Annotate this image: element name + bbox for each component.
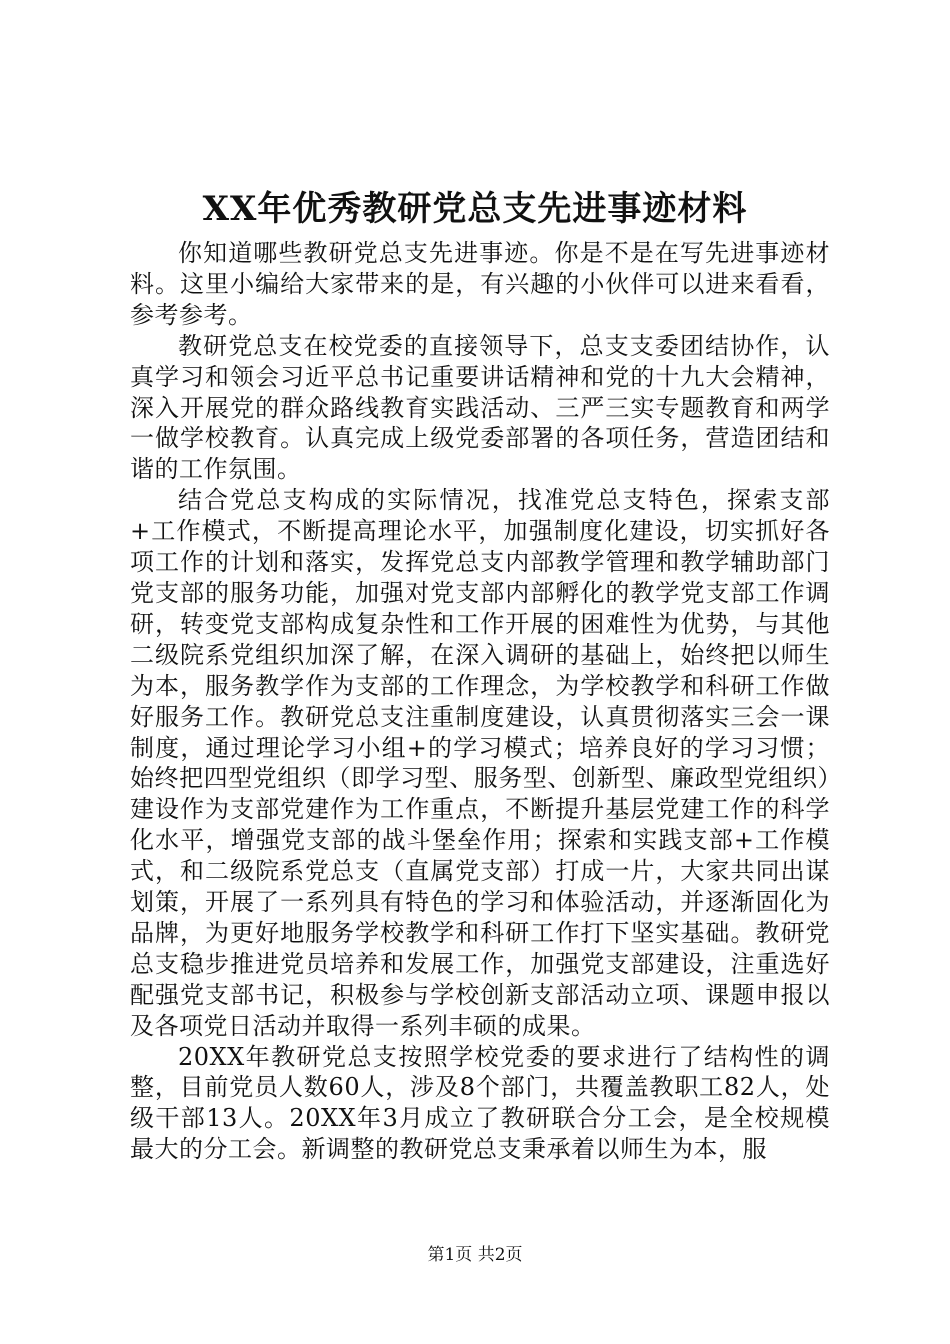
paragraph-work-model: 结合党总支构成的实际情况，找准党总支特色，探索支部+工作模式，不断提高理论水平，加强制度化建设，切实抓好各项工作的计划和落实，发挥党总支内部教学管理和教学辅助部门党支部的服务功能，加强对党支部内部孵化的教学党支部工作调研，转变党支部构成复杂性和工作开展的困难性为优势，与其他二级院系党组织加深了解，在深入调研的基础上，始终把以师生为本，服务教学作为支部的工作理念，为学校教学和科研工作做好服务工作。教研党总支注重制度建设，认真贯彻落实三会一课制度，通过理论学习小组+的学习模式；培养良好的学习习惯；始终把四型党组织（即学习型、服务型、创新型、廉政型党组织）建设作为支部党建作为工作重点，不断提升基层党建工作的科学化水平，增强党支部的战斗堡垒作用；探索和实践支部+工作模式，和二级院系党总支（直属党支部）打成一片，大家共同出谋划策，开展了一系列具有特色的学习和体验活动，并逐渐固化为品牌，为更好地服务学校教学和科研工作打下坚实基础。教研党总支稳步推进党员培养和发展工作，加强党支部建设，注重选好配强党支部书记，积极参与学校创新支部活动立项、课题申报以及各项党日活动并取得一系列丰硕的成果。	[130, 486, 830, 1040]
paragraph-intro: 你知道哪些教研党总支先进事迹。你是不是在写先进事迹材料。这里小编给大家带来的是，有兴趣的小伙伴可以进来看看，参考参考。	[130, 239, 830, 329]
paragraph-restructure: 20XX年教研党总支按照学校党委的要求进行了结构性的调整，目前党员人数60人，涉及8个部门，共覆盖教职工82人，处级干部13人。20XX年3月成立了教研联合分工会，是全校规模最大的分工会。新调整的教研党总支秉承着以师生为本，服	[130, 1042, 830, 1164]
paragraph-leadership: 教研党总支在校党委的直接领导下，总支支委团结协作，认真学习和领会习近平总书记重要讲话精神和党的十九大会精神，深入开展党的群众路线教育实践活动、三严三实专题教育和两学一做学校教育。认真完成上级党委部署的各项任务，营造团结和谐的工作氛围。	[130, 331, 830, 484]
document-title: XX年优秀教研党总支先进事迹材料	[202, 189, 748, 229]
document-body	[130, 238, 830, 1165]
page-number-footer: 第1页 共2页	[427, 1245, 523, 1265]
